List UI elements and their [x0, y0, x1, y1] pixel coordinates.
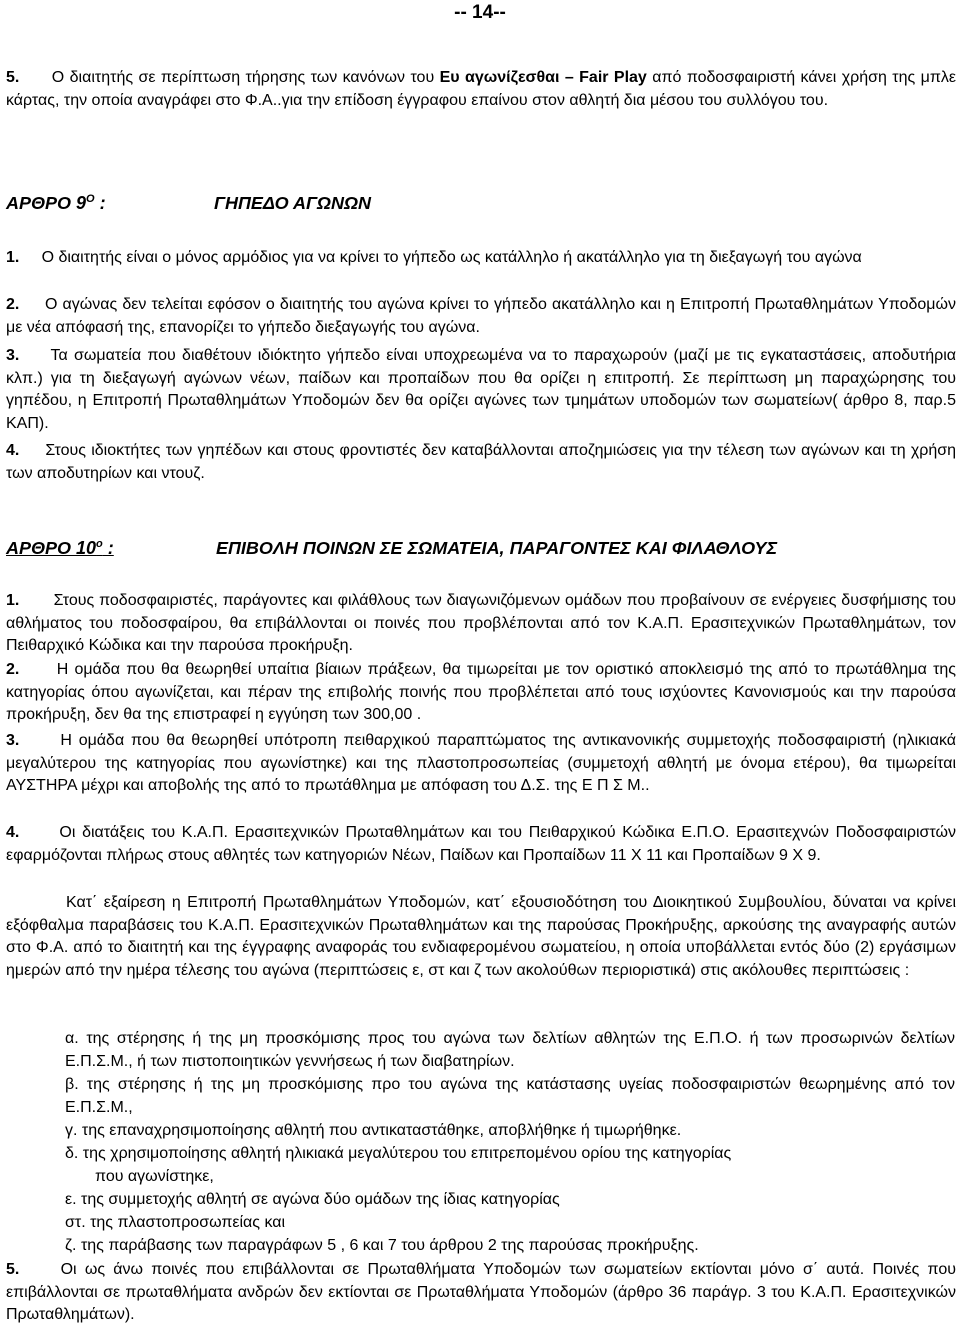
paragraph-text: Οι διατάξεις του Κ.Α.Π. Ερασιτεχνικών Πρωταθλημάτων και του Πειθαρχικού Κώδικα Ε.Π.Ο. Ερασιτεχνών Ποδοσφαιριστών εφαρμόζονται πλήρως στους αθλητές των κατηγοριών Νέων, Παίδων και Προπαίδων 11 Χ 11 και Προπαίδων 9 Χ 9. — [6, 824, 957, 864]
article-9-paragraph-3 — [6, 345, 956, 435]
fair-play-bold: Ευ αγωνίζεσθαι – Fair Play — [439, 69, 647, 86]
article-10-paragraph-5 — [6, 1259, 956, 1327]
article-9-paragraph-2 — [6, 294, 956, 339]
paragraph-number: 2. — [6, 661, 20, 678]
article-10-paragraph-3 — [6, 730, 956, 798]
paragraph-number: 2. — [6, 296, 20, 313]
paragraph-5-fair-play — [6, 67, 956, 112]
paragraph-text: Η ομάδα που θα θεωρηθεί υπαίτια βίαιων πράξεων, θα τιμωρείται με τον οριστικό αποκλεισμό της από το πρωτάθλημα της κατηγορίας όπου αγωνίζεται, και πέραν της επιβολής ποινής που προβλέπεται από τους ισχύοντες Κανονισμούς και την παρούσα προκήρυξη, δεν θα της επιστραφεί η εγγύηση των 300,00 . — [6, 661, 957, 724]
list-item-z: ζ. της παράβασης των παραγράφων 5 , 6 και 7 του άρθρου 2 της παρούσας προκήρυξης. — [65, 1237, 699, 1254]
article-label: ΑΡΘΡΟ $9^O$ : — [6, 193, 106, 213]
paragraph-text: Ο διαιτητής σε περίπτωση τήρησης των κανόνων του — [51, 69, 440, 86]
paragraph-text: Στους ποδοσφαιριστές, παράγοντες και φιλάθλους των διαγωνιζόμενων ομάδων που προβαίνουν σε ενέργειες δυσφήμισης του αθλήματος του ποδοσφαίρου, θα επιβάλλονται οι ποινές που προβλέπονται από τον Κ.Α.Π. Ερασιτεχνικών Πρωταθλημάτων, τον Πειθαρχικό Κώδικα και την παρούσα προκήρυξη. — [6, 592, 957, 655]
paragraph-number: 1. — [6, 592, 20, 609]
page-number: -- 14-- — [454, 2, 506, 23]
article-9-heading — [6, 193, 372, 214]
paragraph-text: από ποδοσφαιριστή κάνει χρήση της μπλε κάρτας, την οποία αναγράφει στο Φ.Α..για την επίδοση έγγραφου επαίνου στον αθλητή δια μέσου του συλλόγου του. — [6, 69, 956, 109]
paragraph-text: Τα σωματεία που διαθέτουν ιδιόκτητο γήπεδο είναι υποχρεωμένα να το παραχωρούν (μαζί με τις εγκαταστάσεις, αποδυτήρια κλπ.) για τη διεξαγωγή αγώνων νέων, παίδων και προπαίδων που θα ορίζει η επιτροπή. Σε περίπτωση μη παραχώρησης του γηπέδου, η Επιτροπή Πρωταθλημάτων Υποδομών δεν θα ορίζει αγώνες των τμημάτων υποδομών των σωματείων( άρθρο 8, παρ.5 ΚΑΠ). — [6, 347, 956, 432]
article-9-paragraph-1 — [6, 247, 956, 270]
paragraph-number: 4. — [6, 442, 20, 459]
paragraph-number: 3. — [6, 347, 20, 364]
paragraph-number: 4. — [6, 824, 20, 841]
article-title: ΕΠΙΒΟΛΗ ΠΟΙΝΩΝ ΣΕ ΣΩΜΑΤΕΙΑ, ΠΑΡΑΓΟΝΤΕΣ ΚΑΙ ΦΙΛΑΘΛΟΥΣ — [216, 538, 778, 558]
list-item-b: β. της στέρησης ή της μη προσκόμισης προ του αγώνα της κατάστασης υγείας ποδοσφαιριστών θεωρημένης από τον Ε.Π.Σ.Μ., — [65, 1076, 955, 1116]
article-10-paragraph-4-continued: Κατ΄ εξαίρεση η Επιτροπή Πρωταθλημάτων Υποδομών, κατ΄ εξουσιοδότηση του Διοικητικού Συμβουλίου, δύναται να κρίνει εξόφθαλμα παραβάσεις του Κ.Α.Π. Ερασιτεχνικών Πρωταθλημάτων και της παρούσας Προκήρυξης, αρκούσης της αναγραφής αυτών στο Φ.Α. από το διαιτητή και της έγγραφης αναφοράς του ενδιαφερομένου σωματείου, η οποία υποβάλλεται εντός δύο (2) εργάσιμων ημερών από την ημέρα τέλεσης του αγώνα (περιπτώσεις ε, στ και ζ των ακολούθων περιοριστικά) στις ακόλουθες περιπτώσεις : — [6, 894, 956, 979]
paragraph-text: Η ομάδα που θα θεωρηθεί υπότροπη πειθαρχικού παραπτώματος της αντικανονικής συμμετοχής ποδοσφαιριστή (ηλικιακά μεγαλύτερου της κατηγορίας που αγωνίστηκε) και της πλαστοπροσωπείας (συμμετοχή αθλητή με όνομα ετέρου), θα τιμωρείται ΑΥΣΤΗΡΑ μέχρι και αποβολής της από το πρωτάθλημα με απόφαση του Δ.Σ. της Ε Π Σ Μ.. — [6, 732, 957, 795]
article-10-paragraph-4 — [6, 822, 956, 867]
paragraph-text: Ο διαιτητής είναι ο μόνος αρμόδιος για να κρίνει το γήπεδο ως κατάλληλο ή ακατάλληλο για τη διεξαγωγή του αγώνα — [41, 249, 862, 266]
paragraph-text: Ο αγώνας δεν τελείται εφόσον ο διαιτητής του αγώνα κρίνει το γήπεδο ακατάλληλο και η Επιτροπή Πρωταθλημάτων Υποδομών με νέα απόφασή της, επανορίζει το γήπεδο διεξαγωγής του αγώνα. — [6, 296, 956, 336]
article-10-heading — [6, 538, 778, 559]
paragraph-number: 1. — [6, 249, 20, 266]
paragraph-text: Οι ως άνω ποινές που επιβάλλονται σε Πρωταθλήματα Υποδομών των σωματείων εκτίονται μόνο σ΄ αυτά. Ποινές που επιβάλλονται σε πρωταθλήματα ανδρών δεν εκτίονται σε Πρωταθλήματα Υποδομών (άρθρο 36 παράγρ. 3 του Κ.Α.Π. Ερασιτεχνικών Πρωταθλημάτων). — [6, 1261, 956, 1324]
list-item-d-continued: που αγωνίστηκε, — [95, 1168, 214, 1185]
paragraph-number: 5. — [6, 1261, 20, 1278]
list-item-a: α. της στέρησης ή της μη προσκόμισης προς του αγώνα των δελτίων αθλητών της Ε.Π.Ο. ή των προσωρινών δελτίων Ε.Π.Σ.Μ., ή των πιστοποιητικών γεννήσεως ή των διαβατηρίων. — [65, 1030, 955, 1070]
article-10-paragraph-1 — [6, 590, 956, 658]
list-item-e: ε. της συμμετοχής αθλητή σε αγώνα δύο ομάδων της ίδιας κατηγορίας — [65, 1191, 560, 1208]
article-10-paragraph-2 — [6, 659, 956, 727]
paragraph-number: 5. — [6, 69, 20, 86]
list-item-st: στ. της πλαστοπροσωπείας και — [65, 1214, 286, 1231]
article-title: ΓΗΠΕΔΟ ΑΓΩΝΩΝ — [214, 193, 372, 213]
paragraph-text: Στους ιδιοκτήτες των γηπέδων και στους φροντιστές δεν καταβάλλονται αποζημιώσεις για την τέλεση των αγώνων και τη χρήση των αποδυτηρίων και ντουζ. — [6, 442, 956, 482]
list-item-d: δ. της χρησιμοποίησης αθλητή ηλικιακά μεγαλύτερου του επιτρεπομένου ορίου της κατηγορίας — [65, 1145, 732, 1162]
article-9-paragraph-4 — [6, 440, 956, 485]
list-item-c: γ. της επαναχρησιμοποίησης αθλητή που αντικαταστάθηκε, αποβλήθηκε ή τιμωρήθηκε. — [65, 1122, 682, 1139]
paragraph-number: 3. — [6, 732, 20, 749]
article-label: ΑΡΘΡΟ $10^o$ : — [6, 538, 114, 558]
